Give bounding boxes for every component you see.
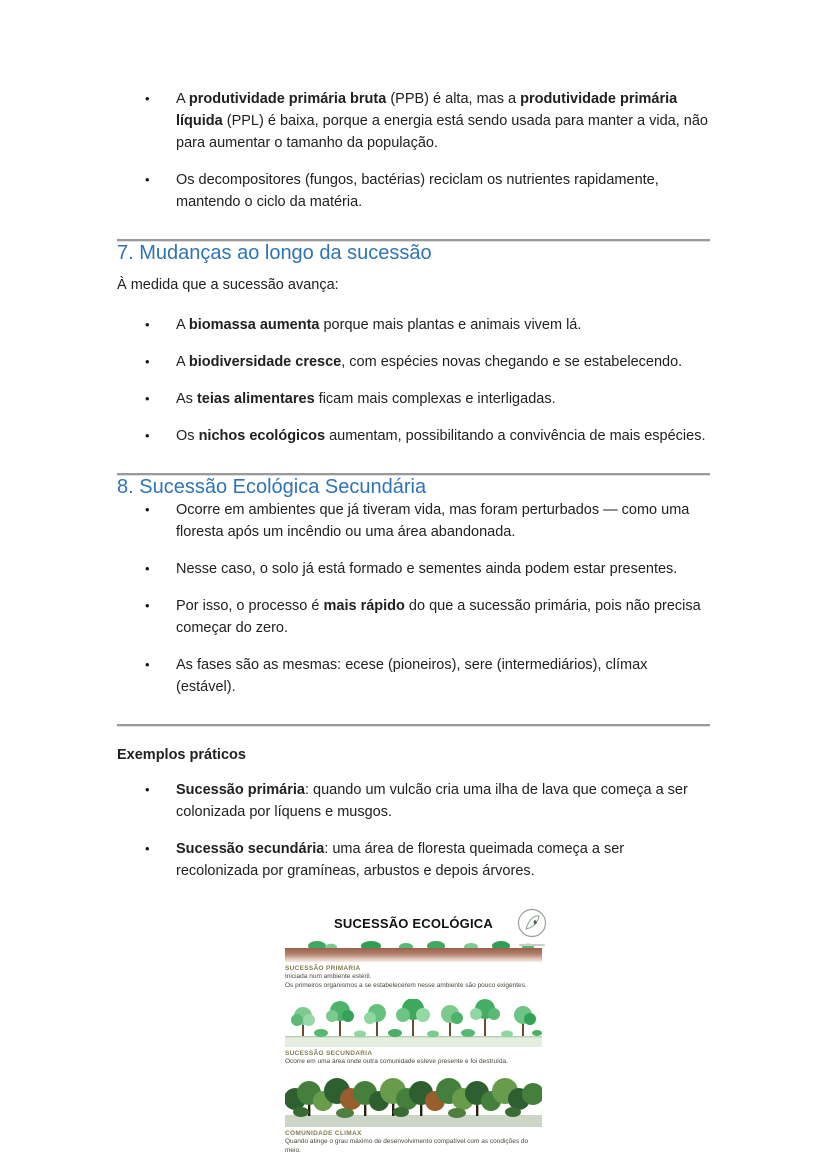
intro-bullet-list	[117, 88, 710, 213]
text-run: A	[176, 91, 189, 107]
list-item	[117, 595, 710, 639]
figure-stage-text: Os primeiros organismos a se estabelecerem nesse ambiente são pouco exigentes.	[285, 982, 527, 990]
list-item-text	[176, 351, 710, 373]
figure-stage-primary	[285, 938, 542, 990]
list-item	[117, 499, 710, 543]
bullet-icon: •	[145, 428, 150, 443]
figure-stage-text: Iniciada num ambiente estéril.	[285, 973, 372, 980]
primary-stage-illustration	[285, 938, 542, 948]
bullet-icon: •	[145, 782, 150, 797]
bullet-icon: •	[145, 391, 150, 406]
text-run: : uma área de floresta queimada começa a ser recolonizada por gramíneas, arbustos e depois árvores.	[176, 841, 625, 879]
text-run: As fases são as mesmas: ecese (pioneiros), sere (intermediários), clímax (estável).	[176, 657, 648, 695]
list-item-text	[176, 425, 710, 447]
figure-stage-text: Ocorre em uma área onde outra comunidade esteve presente e foi destruída.	[285, 1058, 508, 1066]
text-run: biodiversidade cresce	[188, 354, 342, 370]
list-item	[117, 169, 710, 213]
text-run: produtividade primária bruta	[188, 91, 387, 107]
text-run: As	[176, 391, 197, 407]
text-run: (PPL) é baixa, porque a energia está sendo usada para manter a vida, não para aumentar o tamanho da população.	[176, 113, 708, 151]
text-run: Nesse caso, o solo já está formado e sementes ainda podem estar presentes.	[176, 561, 678, 577]
section-8-heading: 8. Sucessão Ecológica Secundária	[117, 476, 427, 498]
list-item-text	[176, 499, 710, 543]
section-7-intro: À medida que a sucessão avança:	[117, 277, 339, 293]
list-item-text	[176, 654, 710, 698]
text-run: teias alimentares	[196, 391, 315, 407]
bullet-icon: •	[145, 657, 150, 672]
text-run: ficam mais complexas e interligadas.	[314, 391, 556, 407]
ecology-logo-icon	[515, 908, 549, 946]
list-item-text	[176, 558, 710, 580]
figure-stage-climax	[285, 1075, 542, 1155]
text-run: aumentam, possibilitando a convivência de mais espécies.	[325, 428, 706, 444]
text-run: , com espécies novas chegando e se estabelecendo.	[341, 354, 683, 370]
text-run: porque mais plantas e animais vivem lá.	[319, 317, 582, 333]
examples-bullet-list	[117, 779, 710, 882]
section-8-bullet-list	[117, 499, 710, 698]
list-item-text	[176, 88, 710, 154]
bullet-icon: •	[145, 91, 150, 106]
section-divider	[117, 724, 710, 727]
text-run: Ocorre em ambientes que já tiveram vida, mas foram perturbados — como uma floresta após um incêndio ou uma área abandonada.	[176, 502, 690, 540]
text-run: A	[176, 317, 189, 333]
bullet-icon: •	[145, 598, 150, 613]
text-run: Sucessão secundária	[176, 841, 325, 857]
logo-caption	[519, 944, 545, 946]
text-run: (PPB) é alta, mas a	[386, 91, 521, 107]
figure-stage-label: SUCESSÃO SECUNDARIA	[285, 1050, 373, 1058]
list-item-text	[176, 595, 710, 639]
text-run: nichos ecológicos	[198, 428, 326, 444]
list-item-text	[176, 388, 710, 410]
bullet-icon: •	[145, 561, 150, 576]
bullet-icon: •	[145, 317, 150, 332]
text-run: mais rápido	[323, 598, 405, 614]
list-item-text	[176, 314, 710, 336]
text-run: Sucessão primária	[176, 782, 305, 798]
bullet-icon: •	[145, 841, 150, 856]
figure-stage-text: Quando atinge o grau máximo de desenvolvimento compatível com as condições do meio.	[285, 1138, 529, 1155]
figure-stage-label: COMUNIDADE CLIMAX	[285, 1130, 362, 1138]
figure-title: SUCESSÃO ECOLÓGICA	[334, 916, 493, 931]
list-item	[117, 314, 710, 336]
section-7-heading: 7. Mudanças ao longo da sucessão	[117, 242, 432, 264]
text-run: Os	[176, 428, 199, 444]
examples-heading: Exemplos práticos	[117, 747, 246, 763]
list-item	[117, 351, 710, 373]
figure-stage-secondary	[285, 999, 542, 1066]
list-item	[117, 425, 710, 447]
list-item-text	[176, 169, 710, 213]
leaf-circle-icon	[517, 908, 547, 938]
text-run: : quando um vulcão cria uma ilha de lava que começa a ser colonizada por líquens e musgos.	[176, 782, 688, 820]
text-run: do que a sucessão primária, pois não precisa começar do zero.	[176, 598, 701, 636]
climax-stage-illustration	[285, 1075, 542, 1127]
list-item	[117, 388, 710, 410]
list-item	[117, 558, 710, 580]
bullet-icon: •	[145, 354, 150, 369]
list-item	[117, 779, 710, 823]
text-run: A	[176, 354, 189, 370]
list-item	[117, 838, 710, 882]
barren-ground-band	[285, 948, 542, 962]
figure-stage-label: SUCESSÃO PRIMARIA	[285, 965, 361, 972]
text-run: biomassa aumenta	[188, 317, 320, 333]
list-item-text	[176, 779, 710, 823]
list-item	[117, 654, 710, 698]
secondary-stage-illustration	[285, 999, 542, 1047]
section-7-bullet-list	[117, 314, 710, 447]
text-run: produtividade primária líquida	[176, 91, 678, 129]
text-run: Por isso, o processo é	[176, 598, 324, 614]
text-run: Os decompositores (fungos, bactérias) reciclam os nutrientes rapidamente, mantendo o ciclo da matéria.	[176, 172, 659, 210]
bullet-icon: •	[145, 172, 150, 187]
list-item	[117, 88, 710, 154]
succession-figure-image	[285, 916, 542, 1155]
list-item-text	[176, 838, 710, 882]
bullet-icon: •	[145, 502, 150, 517]
